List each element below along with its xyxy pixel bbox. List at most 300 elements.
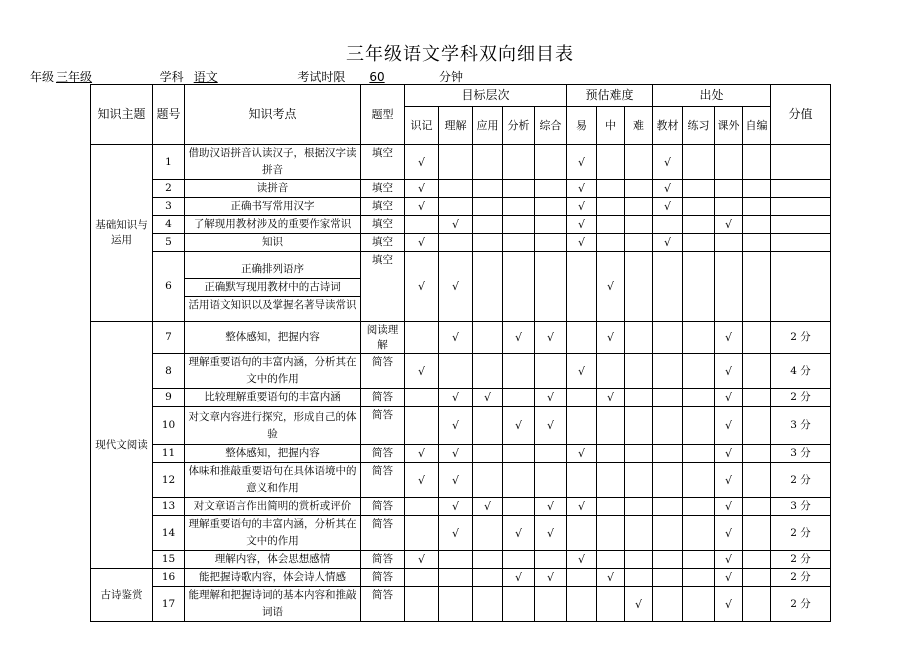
header-goal: 目标层次 [405,85,567,107]
score-cell: 3 分 [771,407,831,445]
knowledge-point: 正确书写常用汉字 [185,198,361,216]
mark-cell: √ [597,252,625,322]
question-number: 17 [153,587,185,622]
mark-cell [715,252,743,322]
subject-value: 语文 [193,70,218,84]
mark-cell: √ [503,322,535,354]
question-number: 2 [153,180,185,198]
mark-cell [683,516,715,551]
mark-cell: √ [535,569,567,587]
question-number: 4 [153,216,185,234]
question-type: 简答 [361,407,405,445]
mark-cell [683,234,715,252]
mark-cell [503,354,535,389]
mark-cell [597,587,625,622]
question-number: 11 [153,445,185,463]
mark-cell [625,354,653,389]
knowledge-point: 对文章内容进行探究，形成自己的体验 [185,407,361,445]
mark-cell [503,389,535,407]
mark-cell [653,498,683,516]
mark-cell [625,569,653,587]
knowledge-point: 比较理解重要语句的丰富内涵 [185,389,361,407]
mark-cell [473,216,503,234]
mark-cell: √ [567,445,597,463]
mark-cell [535,463,567,498]
question-number: 3 [153,198,185,216]
mark-cell [439,198,473,216]
mark-cell [683,551,715,569]
mark-cell [625,463,653,498]
question-number: 9 [153,389,185,407]
mark-cell [597,551,625,569]
score-cell: 2 分 [771,389,831,407]
mark-cell [743,407,771,445]
score-cell [771,180,831,198]
mark-cell [653,389,683,407]
mark-cell [405,389,439,407]
section-1: 现代文阅读 [91,322,153,569]
mark-cell [653,354,683,389]
knowledge-point: 理解重要语句的丰富内涵，分析其在文中的作用 [185,354,361,389]
score-cell [771,145,831,180]
mark-cell [439,354,473,389]
table-row [91,463,831,498]
mark-cell: √ [405,463,439,498]
header-point: 知识考点 [185,85,361,145]
mark-cell: √ [405,354,439,389]
mark-cell [625,252,653,322]
mark-cell [743,234,771,252]
question-type: 填空 [361,216,405,234]
knowledge-point-line: 正确排列语序 [185,261,360,279]
header-goal-4: 综合 [535,107,567,145]
header-goal-1: 理解 [439,107,473,145]
mark-cell [683,180,715,198]
mark-cell [503,463,535,498]
mark-cell [743,216,771,234]
mark-cell [625,234,653,252]
table-row [91,587,831,622]
mark-cell [653,322,683,354]
mark-cell [503,216,535,234]
mark-cell: √ [439,463,473,498]
question-type: 简答 [361,389,405,407]
score-cell [771,234,831,252]
mark-cell: √ [715,498,743,516]
mark-cell: √ [715,354,743,389]
mark-cell [439,587,473,622]
mark-cell [715,234,743,252]
mark-cell [473,463,503,498]
table-row [91,516,831,551]
score-cell: 3 分 [771,498,831,516]
header-source: 出处 [653,85,771,107]
mark-cell [535,354,567,389]
knowledge-point: 借助汉语拼音认读汉子，根据汉字读拼音 [185,145,361,180]
score-cell: 2 分 [771,551,831,569]
mark-cell [653,407,683,445]
subject-label: 学科 [159,70,184,84]
table-row [91,322,831,354]
mark-cell: √ [597,389,625,407]
mark-cell: √ [715,445,743,463]
question-type: 简答 [361,445,405,463]
question-number: 16 [153,569,185,587]
mark-cell [625,180,653,198]
header-domain: 知识主题 [91,85,153,145]
mark-cell [683,216,715,234]
mark-cell [503,498,535,516]
mark-cell [625,498,653,516]
mark-cell: √ [715,322,743,354]
table-row [91,198,831,216]
mark-cell [503,180,535,198]
mark-cell: √ [439,252,473,322]
knowledge-point-line: 活用语文知识以及掌握名著导读常识 [188,298,357,311]
mark-cell [503,198,535,216]
time-value: 60 [369,70,385,84]
mark-cell [743,389,771,407]
mark-cell [683,498,715,516]
mark-cell: √ [567,498,597,516]
mark-cell [473,354,503,389]
mark-cell: √ [535,322,567,354]
mark-cell [473,322,503,354]
mark-cell [743,322,771,354]
mark-cell [597,198,625,216]
mark-cell [743,551,771,569]
mark-cell [535,551,567,569]
question-number: 12 [153,463,185,498]
knowledge-point: 理解重要语句的丰富内涵，分析其在文中的作用 [185,516,361,551]
mark-cell [683,322,715,354]
header-type: 题型 [361,85,405,145]
mark-cell [567,569,597,587]
mark-cell: √ [439,516,473,551]
mark-cell [503,551,535,569]
question-type: 简答 [361,569,405,587]
mark-cell [503,587,535,622]
score-cell: 2 分 [771,463,831,498]
question-number: 8 [153,354,185,389]
score-cell: 2 分 [771,322,831,354]
knowledge-point: 了解现用教材涉及的重要作家常识 [185,216,361,234]
table-row [91,551,831,569]
time-label: 考试时限 [297,70,346,84]
mark-cell: √ [535,516,567,551]
table-row [91,354,831,389]
mark-cell [683,569,715,587]
mark-cell [535,145,567,180]
page-title: 三年级语文学科双向细目表 [346,44,574,65]
mark-cell: √ [625,587,653,622]
mark-cell [405,498,439,516]
mark-cell [683,407,715,445]
mark-cell [535,216,567,234]
mark-cell: √ [567,216,597,234]
question-number: 13 [153,498,185,516]
header-number: 题号 [153,85,185,145]
score-cell [771,252,831,322]
mark-cell [567,407,597,445]
question-number: 5 [153,234,185,252]
mark-cell: √ [473,498,503,516]
header-source-2: 课外 [715,107,743,145]
mark-cell [653,463,683,498]
mark-cell [535,198,567,216]
mark-cell [715,198,743,216]
mark-cell [625,551,653,569]
mark-cell: √ [535,407,567,445]
mark-cell: √ [715,516,743,551]
mark-cell: √ [405,252,439,322]
mark-cell [653,216,683,234]
mark-cell [597,498,625,516]
mark-cell: √ [535,389,567,407]
mark-cell [597,145,625,180]
mark-cell [625,322,653,354]
mark-cell [743,498,771,516]
mark-cell: √ [597,569,625,587]
mark-cell [597,354,625,389]
mark-cell [625,407,653,445]
mark-cell [597,180,625,198]
mark-cell: √ [439,216,473,234]
question-number: 6 [153,252,185,322]
mark-cell: √ [567,145,597,180]
mark-cell [743,516,771,551]
mark-cell [653,252,683,322]
question-type: 填空 [361,145,405,180]
mark-cell [743,587,771,622]
knowledge-point: 理解内容，体会思想感情 [185,551,361,569]
mark-cell: √ [503,407,535,445]
knowledge-point: 能把握诗歌内容，体会诗人情感 [185,569,361,587]
spec-table [90,84,831,622]
mark-cell [567,587,597,622]
question-type: 填空 [361,234,405,252]
score-cell [771,216,831,234]
mark-cell [535,180,567,198]
mark-cell [715,145,743,180]
mark-cell [683,198,715,216]
mark-cell: √ [405,234,439,252]
knowledge-point: 读拼音 [185,180,361,198]
mark-cell [405,516,439,551]
header-score: 分值 [771,85,831,145]
mark-cell: √ [503,516,535,551]
header-difficulty: 预估难度 [567,85,653,107]
header-source-0: 教材 [653,107,683,145]
table-row [91,216,831,234]
mark-cell [743,252,771,322]
mark-cell: √ [473,389,503,407]
mark-cell [683,252,715,322]
header-difficulty-2: 难 [625,107,653,145]
score-cell: 3 分 [771,445,831,463]
mark-cell [653,445,683,463]
mark-cell: √ [567,234,597,252]
mark-cell: √ [567,354,597,389]
mark-cell [535,587,567,622]
mark-cell [683,145,715,180]
mark-cell [473,180,503,198]
mark-cell [405,216,439,234]
mark-cell: √ [405,180,439,198]
mark-cell [683,587,715,622]
mark-cell [597,407,625,445]
mark-cell [503,234,535,252]
mark-cell [743,463,771,498]
mark-cell [473,234,503,252]
score-cell [771,198,831,216]
mark-cell [743,354,771,389]
section-2: 古诗鉴赏 [91,569,153,622]
mark-cell [625,445,653,463]
mark-cell: √ [439,445,473,463]
mark-cell [405,569,439,587]
mark-cell [625,389,653,407]
knowledge-point: 体味和推敲重要语句在具体语境中的意义和作用 [185,463,361,498]
grade-value: 三年级 [56,70,93,84]
mark-cell [567,389,597,407]
mark-cell [743,569,771,587]
mark-cell: √ [405,198,439,216]
mark-cell [439,234,473,252]
mark-cell: √ [715,216,743,234]
mark-cell: √ [567,198,597,216]
mark-cell [567,463,597,498]
mark-cell: √ [439,407,473,445]
mark-cell: √ [715,463,743,498]
mark-cell [535,445,567,463]
mark-cell [625,145,653,180]
mark-cell: √ [503,569,535,587]
mark-cell: √ [567,180,597,198]
mark-cell: √ [405,145,439,180]
mark-cell [473,145,503,180]
mark-cell [473,516,503,551]
mark-cell [405,322,439,354]
header-goal-3: 分析 [503,107,535,145]
mark-cell [683,354,715,389]
mark-cell [625,516,653,551]
question-number: 15 [153,551,185,569]
header-source-1: 练习 [683,107,715,145]
mark-cell: √ [535,498,567,516]
table-row [91,407,831,445]
question-type: 填空 [361,198,405,216]
mark-cell: √ [439,498,473,516]
header-goal-0: 识记 [405,107,439,145]
mark-cell: √ [715,569,743,587]
score-cell: 4 分 [771,354,831,389]
mark-cell: √ [597,322,625,354]
mark-cell [439,180,473,198]
score-cell: 2 分 [771,516,831,551]
mark-cell [405,407,439,445]
mark-cell [597,234,625,252]
mark-cell [653,551,683,569]
knowledge-point: 对文章语言作出简明的赏析或评价 [185,498,361,516]
mark-cell [683,445,715,463]
mark-cell: √ [439,389,473,407]
question-type: 阅读理解 [361,322,405,354]
header-difficulty-1: 中 [597,107,625,145]
question-number: 1 [153,145,185,180]
mark-cell [439,145,473,180]
header-difficulty-0: 易 [567,107,597,145]
table-row [91,569,831,587]
mark-cell [597,445,625,463]
mark-cell [597,463,625,498]
question-type: 填空 [361,180,405,198]
mark-cell [473,252,503,322]
knowledge-point: 整体感知，把握内容 [185,445,361,463]
question-number: 7 [153,322,185,354]
mark-cell [473,587,503,622]
mark-cell: √ [715,587,743,622]
mark-cell [503,252,535,322]
section-0: 基础知识与运用 [91,145,153,322]
mark-cell [743,445,771,463]
mark-cell: √ [439,322,473,354]
question-type: 简答 [361,551,405,569]
mark-cell [473,407,503,445]
mark-cell [567,322,597,354]
knowledge-point: 整体感知，把握内容 [185,322,361,354]
mark-cell: √ [405,551,439,569]
question-type: 简答 [361,587,405,622]
mark-cell [715,180,743,198]
mark-cell [597,516,625,551]
mark-cell [743,180,771,198]
question-type: 简答 [361,498,405,516]
mark-cell [625,198,653,216]
mark-cell [597,216,625,234]
mark-cell [473,569,503,587]
mark-cell [473,445,503,463]
mark-cell [683,389,715,407]
question-type: 填空 [361,252,405,322]
mark-cell [439,569,473,587]
mark-cell: √ [715,407,743,445]
question-type: 简答 [361,463,405,498]
score-cell: 2 分 [771,587,831,622]
header-goal-2: 应用 [473,107,503,145]
question-type: 简答 [361,516,405,551]
header-source-3: 自编 [743,107,771,145]
mark-cell [625,216,653,234]
mark-cell [743,145,771,180]
mark-cell: √ [405,445,439,463]
mark-cell [473,198,503,216]
question-type: 简答 [361,354,405,389]
mark-cell: √ [715,389,743,407]
mark-cell [567,516,597,551]
mark-cell [503,445,535,463]
table-row [91,389,831,407]
table-row [91,234,831,252]
mark-cell [653,587,683,622]
mark-cell: √ [653,145,683,180]
mark-cell [503,145,535,180]
mark-cell [439,551,473,569]
grade-label: 年级 [30,70,55,84]
table-row [91,498,831,516]
time-unit: 分钟 [439,70,464,84]
knowledge-point [185,252,361,322]
